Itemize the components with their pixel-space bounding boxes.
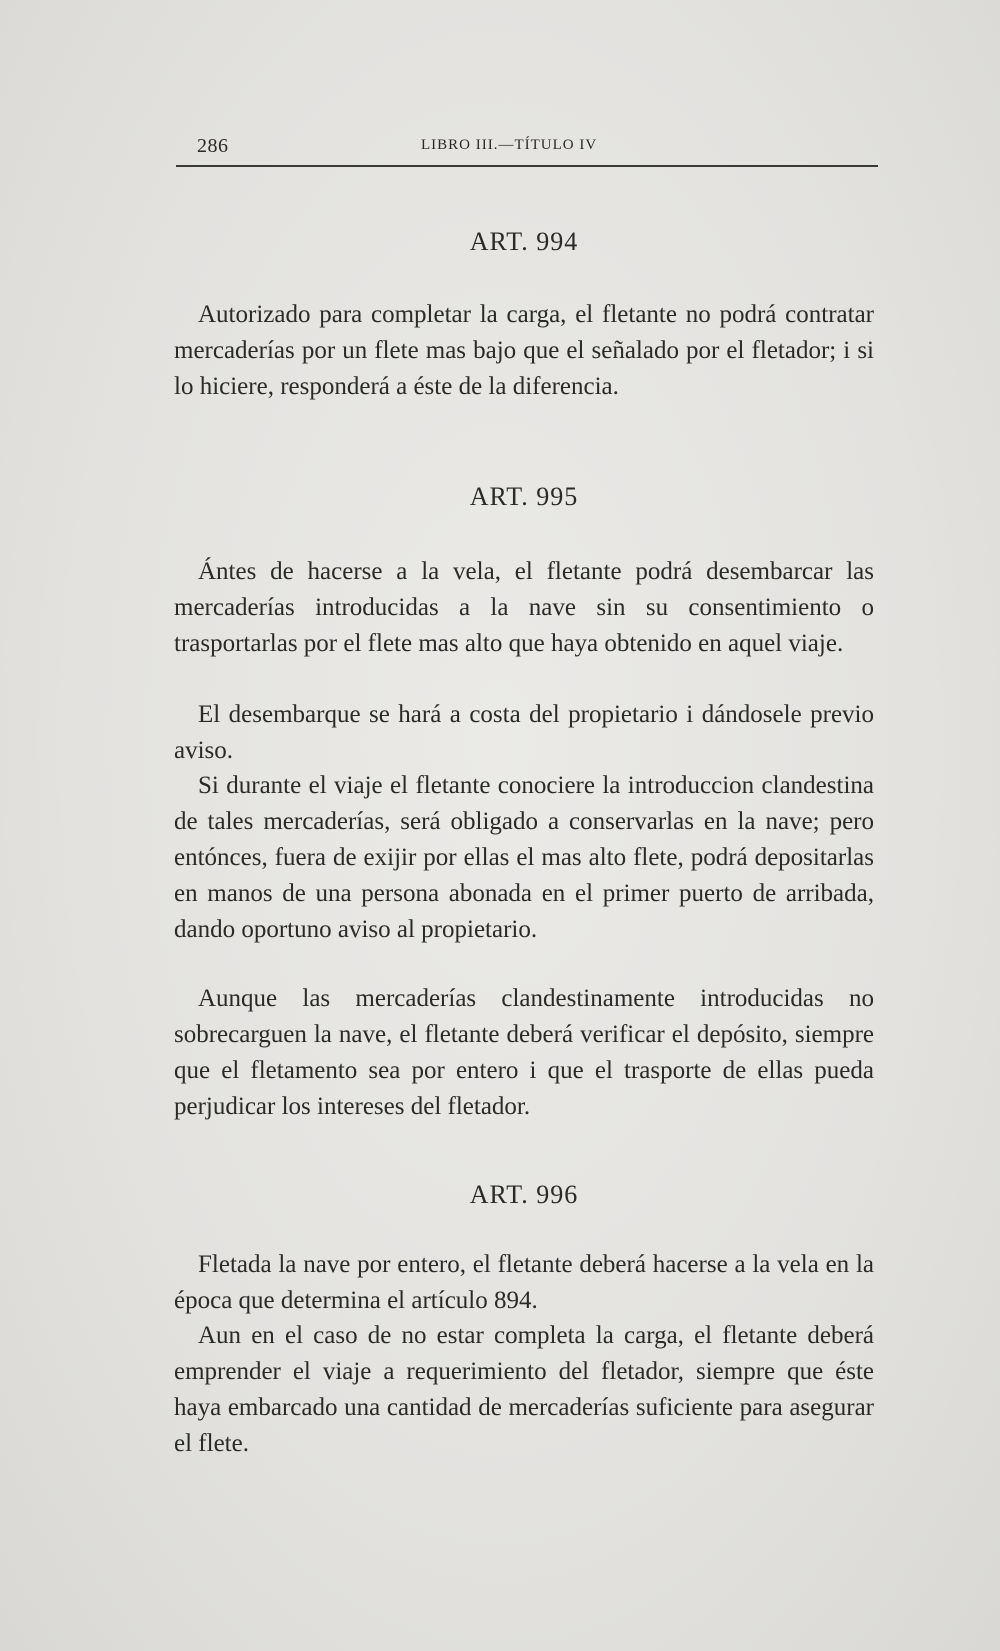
article-heading: ART. 995 [469,482,579,511]
article-paragraph: Aun en el caso de no estar completa la carga, el fletante deberá emprender el viaje a requerimiento del fletador, siempre que éste haya embarcado una cantidad de mercaderías suficiente para asegurar el flete. [174,1322,874,1457]
article-paragraph: El desembarque se hará a costa del propietario i dándosele previo aviso. [174,701,874,764]
article-heading: ART. 996 [469,1180,579,1209]
article-paragraph: Aunque las mercaderías clandestinamente introducidas no sobrecarguen la nave, el fletante deberá verificar el depósito, siempre que el fletamento sea por entero i que el trasporte de ellas pueda perjudicar los intereses del fletador. [174,985,874,1120]
article-paragraph: Si durante el viaje el fletante conociere la introduccion clandestina de tales mercaderías, será obligado a conservarlas en la nave; pero entónces, fuera de exijir por ellas el mas alto flete, podrá depositarlas en manos de una persona abonada en el primer puerto de arribada, dando oportuno aviso al propietario. [174,772,874,943]
running-title: LIBRO III.—TÍTULO IV [421,137,598,153]
article-paragraph: Ántes de hacerse a la vela, el fletante podrá desembarcar las mercaderías introducidas a la nave sin su consentimiento o trasportarlas por el flete mas alto que haya obtenido en aquel viaje. [174,558,874,657]
article-paragraph: Fletada la nave por entero, el fletante deberá hacerse a la vela en la época que determina el artículo 894. [174,1251,874,1314]
header-rule [176,165,878,167]
article-paragraph: Autorizado para completar la carga, el fletante no podrá contratar mercaderías por un flete mas bajo que el señalado por el fletador; i si lo hiciere, responderá a éste de la diferencia. [174,301,874,400]
page-header [175,133,878,157]
article-heading: ART. 994 [469,227,579,256]
page-number: 286 [197,135,229,157]
